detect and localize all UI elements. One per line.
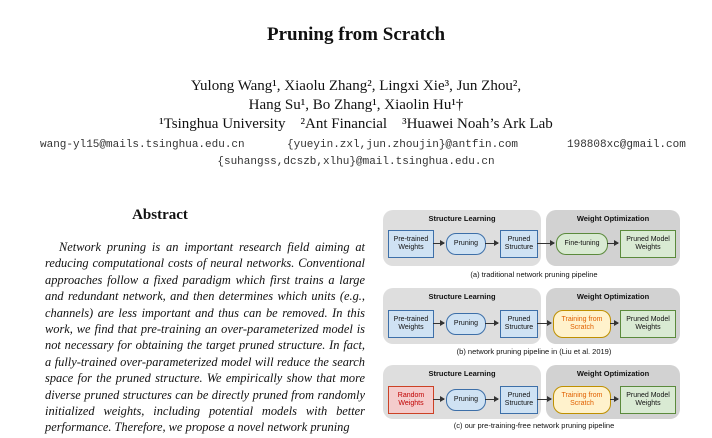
training-from-scratch-box: Training from Scratch	[553, 310, 611, 338]
caption-c: (c) our pre-training-free network pruning pipeline	[453, 421, 615, 430]
weight-optimization-label: Weight Optimization	[576, 369, 650, 378]
arrow	[433, 323, 444, 324]
pruned-structure-box: Pruned Structure	[500, 310, 538, 338]
author-line-1: Yulong Wang¹, Xiaolu Zhang², Lingxi Xie³, Jun Zhou²,	[190, 78, 522, 94]
pruned-model-weights-box: Pruned Model Weights	[620, 386, 676, 414]
weight-optimization-label: Weight Optimization	[576, 214, 650, 223]
structure-learning-label: Structure Learning	[428, 369, 496, 378]
arrow	[610, 323, 618, 324]
email-tsinghua: wang-yl15@mails.tsinghua.edu.cn	[40, 139, 245, 151]
email-gmail: 198808xc@gmail.com	[567, 139, 686, 151]
author-line-2: Hang Su¹, Bo Zhang¹, Xiaolin Hu¹†	[248, 97, 464, 113]
paper-title: Pruning from Scratch	[266, 24, 446, 45]
pretrained-weights-box: Pre-trained Weights	[388, 310, 434, 338]
training-from-scratch-box: Training from Scratch	[553, 386, 611, 414]
abstract-text: Network pruning is an important research field aiming at reducing computational costs of neural networks. Conventional approaches follow a fixed paradigm which first trains a large and redundant network, and then determines which units (e.g., channels) are less important and thus can be removed. In this work, we find that pre-training an over-parameterized model is not necessary for obtaining the target pruned structure. In fact, a fully-trained over-parameterized model will reduce the search space for the pruned structure. We empirically show that more diverse pruned structures can be directly pruned from randomly initialized weights, including potential models with better performance. Therefore, we propose a novel network pruning	[45, 240, 365, 435]
caption-b: (b) network pruning pipeline in (Liu et al. 2019)	[456, 347, 612, 356]
arrow	[485, 243, 498, 244]
pruning-box: Pruning	[446, 389, 486, 411]
pruning-box: Pruning	[446, 313, 486, 335]
arrow	[607, 243, 618, 244]
structure-learning-label: Structure Learning	[428, 292, 496, 301]
email-antfin: {yueyin.zxl,jun.zhoujin}@antfin.com	[287, 139, 519, 151]
arrow	[433, 399, 444, 400]
pruned-structure-box: Pruned Structure	[500, 230, 538, 258]
email-tsinghua-group: {suhangss,dcszb,xlhu}@mail.tsinghua.edu.cn	[217, 156, 495, 168]
weight-optimization-label: Weight Optimization	[576, 292, 650, 301]
arrow	[537, 243, 554, 244]
fine-tuning-box: Fine-tuning	[556, 233, 608, 255]
pruned-model-weights-box: Pruned Model Weights	[620, 230, 676, 258]
caption-a: (a) traditional network pruning pipeline	[470, 270, 598, 279]
arrow	[485, 323, 498, 324]
random-weights-box: Random Weights	[388, 386, 434, 414]
structure-learning-label: Structure Learning	[428, 214, 496, 223]
arrow	[537, 399, 551, 400]
arrow	[537, 323, 551, 324]
pruned-structure-box: Pruned Structure	[500, 386, 538, 414]
pruning-box: Pruning	[446, 233, 486, 255]
pretrained-weights-box: Pre-trained Weights	[388, 230, 434, 258]
arrow	[610, 399, 618, 400]
pruned-model-weights-box: Pruned Model Weights	[620, 310, 676, 338]
arrow	[433, 243, 444, 244]
affiliations: ¹Tsinghua University ²Ant Financial ³Huawei Noah’s Ark Lab	[159, 116, 553, 132]
abstract-heading: Abstract	[132, 207, 188, 223]
arrow	[485, 399, 498, 400]
